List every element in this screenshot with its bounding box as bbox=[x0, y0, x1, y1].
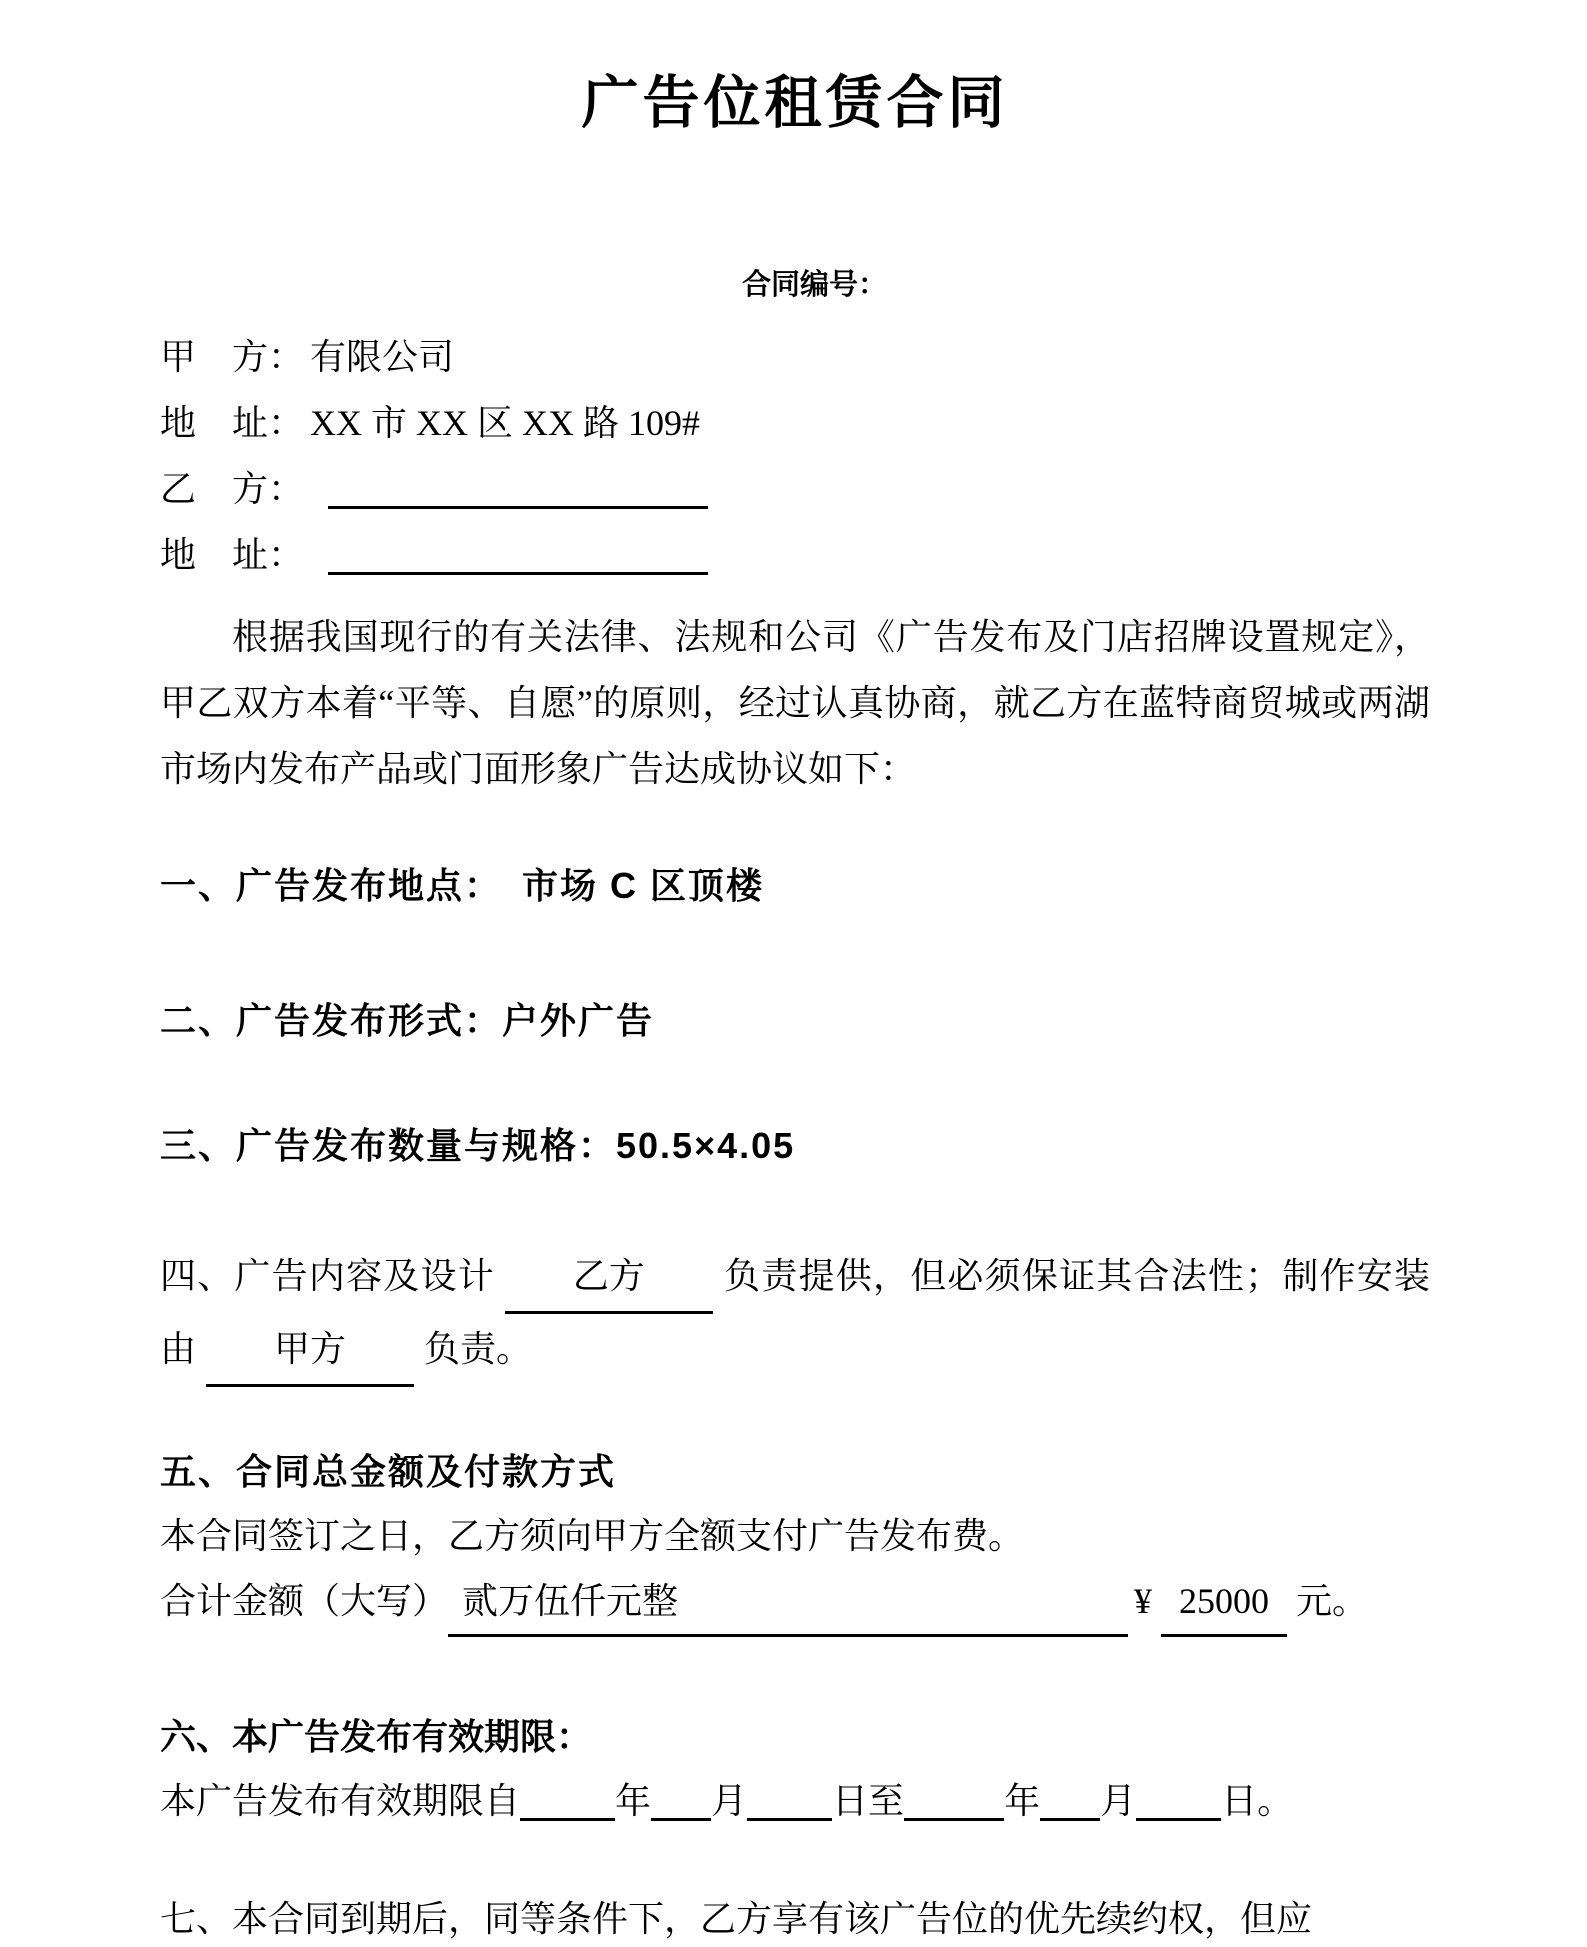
month-label-2: 月 bbox=[1100, 1781, 1137, 1821]
page-title: 广告位租赁合同 bbox=[581, 71, 1009, 135]
start-year-blank bbox=[520, 1808, 615, 1821]
section-5-body-line: 本合同签订之日，乙方须向甲方全额支付广告发布费。 bbox=[160, 1516, 1025, 1556]
party-a-address-label: 地 址： bbox=[160, 403, 305, 443]
section-5-heading bbox=[160, 1450, 1430, 1494]
section-6-heading bbox=[160, 1715, 1430, 1759]
amount-label: 合计金额（大写） bbox=[160, 1581, 449, 1621]
section-4-paragraph bbox=[160, 1241, 1430, 1387]
section-7-paragraph: 七、本合同到期后，同等条件下，乙方享有该广告位的优先续约权，但应 bbox=[160, 1899, 1313, 1939]
party-b-address-blank-underline bbox=[328, 562, 708, 575]
year-label-1: 年 bbox=[615, 1781, 652, 1821]
amount-number-fill: 25000 bbox=[1161, 1569, 1287, 1637]
preamble-paragraph: 根据我国现行的有关法律、法规和公司《广告发布及门店招牌设置规定》，甲乙双方本着“平等、自愿”的原则，经过认真协商，就乙方在蓝特商贸城或两湖市场内发布产品或门面形象广告达成协议如下： bbox=[160, 617, 1430, 789]
parties-block bbox=[160, 324, 1430, 588]
section-5-heading-text: 合同总金额及付款方式 bbox=[236, 1451, 617, 1492]
party-a-address-row bbox=[160, 390, 1430, 456]
party-b-address-label: 地 址： bbox=[160, 535, 305, 575]
party-a-label: 甲 方： bbox=[160, 337, 305, 377]
section-4-mid-text: 负责提供，但必须保证其合法性；制作安装由 bbox=[160, 1256, 1430, 1369]
contract-number-label: 合同编号： bbox=[742, 269, 888, 301]
party-b-address-row bbox=[160, 522, 1430, 588]
month-label-1: 月 bbox=[711, 1781, 748, 1821]
day-to-label: 日至 bbox=[832, 1781, 905, 1821]
section-6-heading-text: 本广告发布有效期限： bbox=[232, 1717, 593, 1757]
end-month-blank bbox=[1040, 1808, 1100, 1821]
amount-unit: 元。 bbox=[1296, 1581, 1369, 1621]
day-end-label: 日。 bbox=[1221, 1781, 1294, 1821]
party-b-blank-underline bbox=[328, 496, 708, 509]
party-a-row bbox=[160, 324, 1430, 390]
party-b-row bbox=[160, 456, 1430, 522]
amount-in-words-fill: 贰万伍仟元整 bbox=[448, 1569, 1128, 1637]
section-2-heading: 二、广告发布形式：户外广告 bbox=[160, 1000, 655, 1041]
party-a-value: 有限公司 bbox=[310, 337, 455, 377]
currency-symbol: ¥ bbox=[1134, 1581, 1153, 1621]
year-label-2: 年 bbox=[1004, 1781, 1041, 1821]
end-day-blank bbox=[1136, 1808, 1221, 1821]
section-1-heading: 一、广告发布地点： 市场 C 区顶楼 bbox=[160, 865, 765, 906]
section-4-party-b-fill: 乙方 bbox=[505, 1241, 713, 1314]
end-year-blank bbox=[904, 1808, 1004, 1821]
validity-pre-text: 本广告发布有效期限自 bbox=[160, 1781, 521, 1821]
section-3-heading: 三、广告发布数量与规格：50.5×4.05 bbox=[160, 1125, 796, 1166]
section-4-pre-text: 四、广告内容及设计 bbox=[160, 1256, 495, 1296]
section-6-number: 六、 bbox=[160, 1716, 233, 1757]
party-a-address-value: XX 市 XX 区 XX 路 109# bbox=[310, 403, 701, 443]
section-4-post-text: 负责。 bbox=[424, 1329, 533, 1369]
start-day-blank bbox=[747, 1808, 832, 1821]
section-5-number: 五、 bbox=[160, 1451, 237, 1492]
validity-period-row bbox=[160, 1769, 1430, 1834]
amount-row bbox=[160, 1569, 1430, 1637]
start-month-blank bbox=[651, 1808, 711, 1821]
section-4-party-a-fill: 甲方 bbox=[206, 1314, 414, 1387]
party-b-label: 乙 方： bbox=[160, 469, 305, 509]
